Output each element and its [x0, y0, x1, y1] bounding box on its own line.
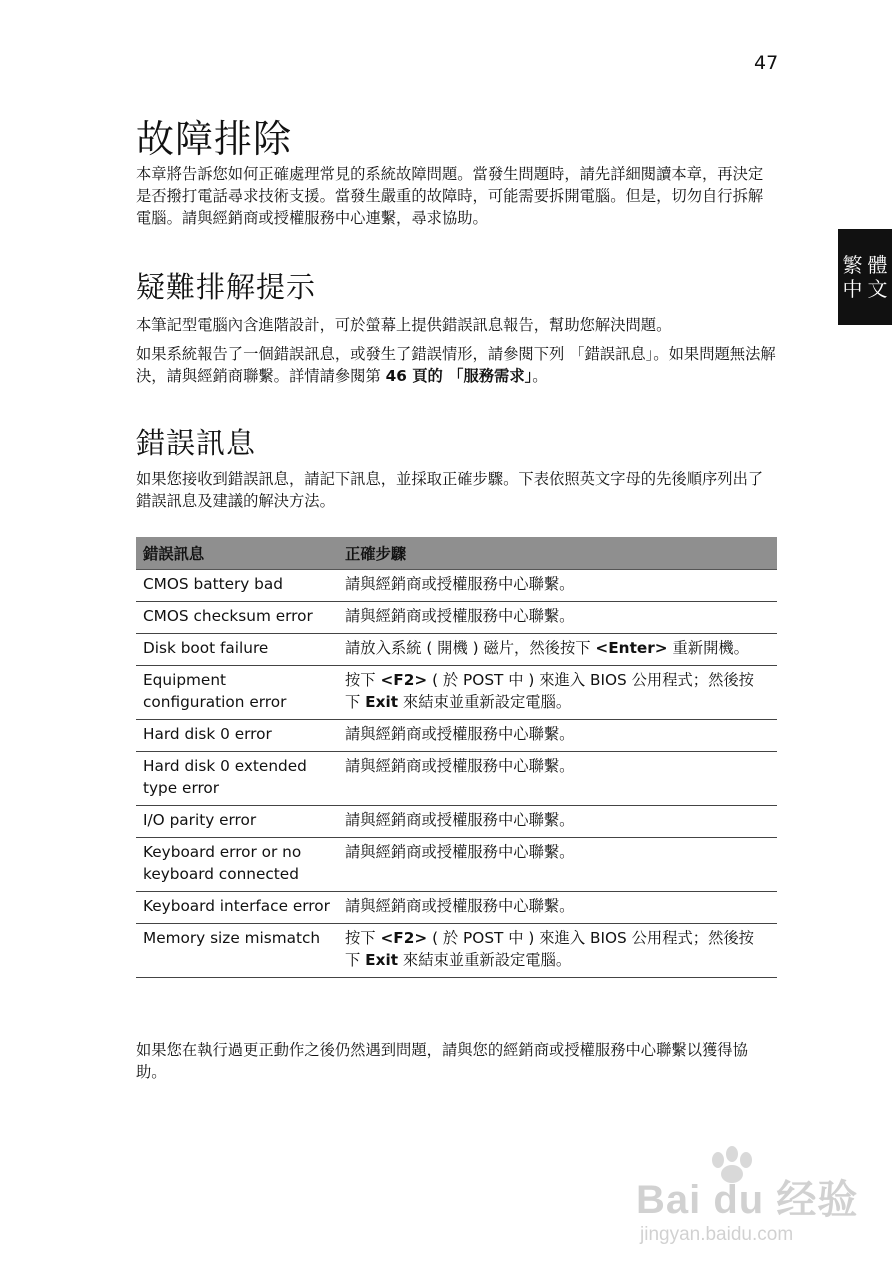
- corrective-action-cell: [338, 752, 777, 806]
- error-message-cell: CMOS battery bad: [136, 570, 338, 602]
- tips-paragraph-2: [136, 343, 776, 387]
- language-tab-char: 繁: [842, 253, 863, 277]
- corrective-action-cell: [338, 720, 777, 752]
- key-name: Exit: [365, 693, 399, 711]
- table-row: [136, 752, 777, 806]
- corrective-action-cell: [338, 924, 777, 978]
- error-message-cell: Keyboard interface error: [136, 892, 338, 924]
- errors-paragraph: 如果您接收到錯誤訊息，請記下訊息，並採取正確步驟。下表依照英文字母的先後順序列出了錯誤訊息及建議的解決方法。: [136, 470, 764, 510]
- action-text: 請與經銷商或授權服務中心聯繫。: [345, 811, 575, 829]
- action-text: ( 於 POST 中 ) 來進入 BIOS 公用程式；然後按下: [345, 929, 754, 969]
- corrective-action-cell: [338, 602, 777, 634]
- language-tab: [838, 229, 892, 325]
- error-message-cell: Keyboard error or no keyboard connected: [136, 838, 338, 892]
- section-title-errors: 錯誤訊息: [136, 426, 257, 460]
- action-text: 重新開機。: [667, 639, 749, 657]
- language-tab-char: 中: [842, 277, 863, 301]
- table-row: [136, 806, 777, 838]
- table-row: [136, 570, 777, 602]
- action-text: 請與經銷商或授權服務中心聯繫。: [345, 757, 575, 775]
- action-text: 來結束並重新設定電腦。: [398, 693, 572, 711]
- tips-paragraph-1: 本筆記型電腦內含進階設計，可於螢幕上提供錯誤訊息報告，幫助您解決問題。: [136, 316, 672, 334]
- action-text: 請與經銷商或授權服務中心聯繫。: [345, 607, 575, 625]
- table-row: [136, 602, 777, 634]
- language-tab-char: 文: [867, 277, 888, 301]
- key-name: Exit: [365, 951, 399, 969]
- language-tab-char: 體: [867, 253, 888, 277]
- corrective-action-cell: [338, 806, 777, 838]
- table-header-row: [136, 537, 777, 570]
- closing-paragraph: 如果您在執行過更正動作之後仍然遇到問題，請與您的經銷商或授權服務中心聯繫以獲得協助。: [136, 1041, 748, 1081]
- action-text: 請與經銷商或授權服務中心聯繫。: [345, 843, 575, 861]
- intro-paragraph: 本章將告訴您如何正確處理常見的系統故障問題。當發生問題時，請先詳細閱讀本章，再決定是否撥打電話尋求技術支援。當發生嚴重的故障時，可能需要拆開電腦。但是，切勿自行拆解電腦。請與經銷商或授權服務中心連繫，尋求協助。: [136, 165, 764, 227]
- error-message-cell: Equipment configuration error: [136, 666, 338, 720]
- page-reference: 46 頁的 「服務需求」: [385, 367, 533, 385]
- table-row: [136, 634, 777, 666]
- corrective-action-cell: [338, 892, 777, 924]
- header-error-message: 錯誤訊息: [136, 537, 338, 570]
- table-row: [136, 720, 777, 752]
- watermark-brand: Bai du 经验: [636, 1178, 859, 1222]
- tips-text-end: 。: [532, 367, 548, 385]
- error-message-cell: Hard disk 0 extended type error: [136, 752, 338, 806]
- action-text: 來結束並重新設定電腦。: [398, 951, 572, 969]
- corrective-action-cell: [338, 634, 777, 666]
- chapter-title: 故障排除: [136, 117, 293, 161]
- key-name: <Enter>: [595, 639, 668, 657]
- action-text: 請與經銷商或授權服務中心聯繫。: [345, 725, 575, 743]
- corrective-action-cell: [338, 838, 777, 892]
- action-text: 請放入系統 ( 開機 ) 磁片，然後按下: [345, 639, 596, 657]
- action-text: 請與經銷商或授權服務中心聯繫。: [345, 897, 575, 915]
- table-row: [136, 838, 777, 892]
- corrective-action-cell: [338, 666, 777, 720]
- header-corrective-action: 正確步驟: [338, 537, 777, 570]
- table-row: [136, 892, 777, 924]
- baidu-jingyan-watermark: [620, 1140, 870, 1260]
- action-text: 按下: [345, 929, 381, 947]
- tips-text: 如果系統報告了一個錯誤訊息，或發生了錯誤情形，請參閱下列 「錯誤訊息」。如果問題無法解決，請與經銷商聯繫。詳情請參閱第: [136, 345, 776, 385]
- error-messages-table: [136, 537, 777, 978]
- watermark-site: jingyan.baidu.com: [640, 1224, 794, 1245]
- error-message-cell: CMOS checksum error: [136, 602, 338, 634]
- key-name: <F2>: [380, 671, 428, 689]
- action-text: ( 於 POST 中 ) 來進入 BIOS 公用程式；然後按下: [345, 671, 754, 711]
- action-text: 按下: [345, 671, 381, 689]
- error-message-cell: Disk boot failure: [136, 634, 338, 666]
- error-message-cell: Hard disk 0 error: [136, 720, 338, 752]
- section-title-tips: 疑難排解提示: [136, 270, 317, 304]
- table-row: [136, 666, 777, 720]
- page-number: 47: [754, 52, 779, 74]
- key-name: <F2>: [380, 929, 428, 947]
- error-message-cell: I/O parity error: [136, 806, 338, 838]
- error-message-cell: Memory size mismatch: [136, 924, 338, 978]
- corrective-action-cell: [338, 570, 777, 602]
- action-text: 請與經銷商或授權服務中心聯繫。: [345, 575, 575, 593]
- table-row: [136, 924, 777, 978]
